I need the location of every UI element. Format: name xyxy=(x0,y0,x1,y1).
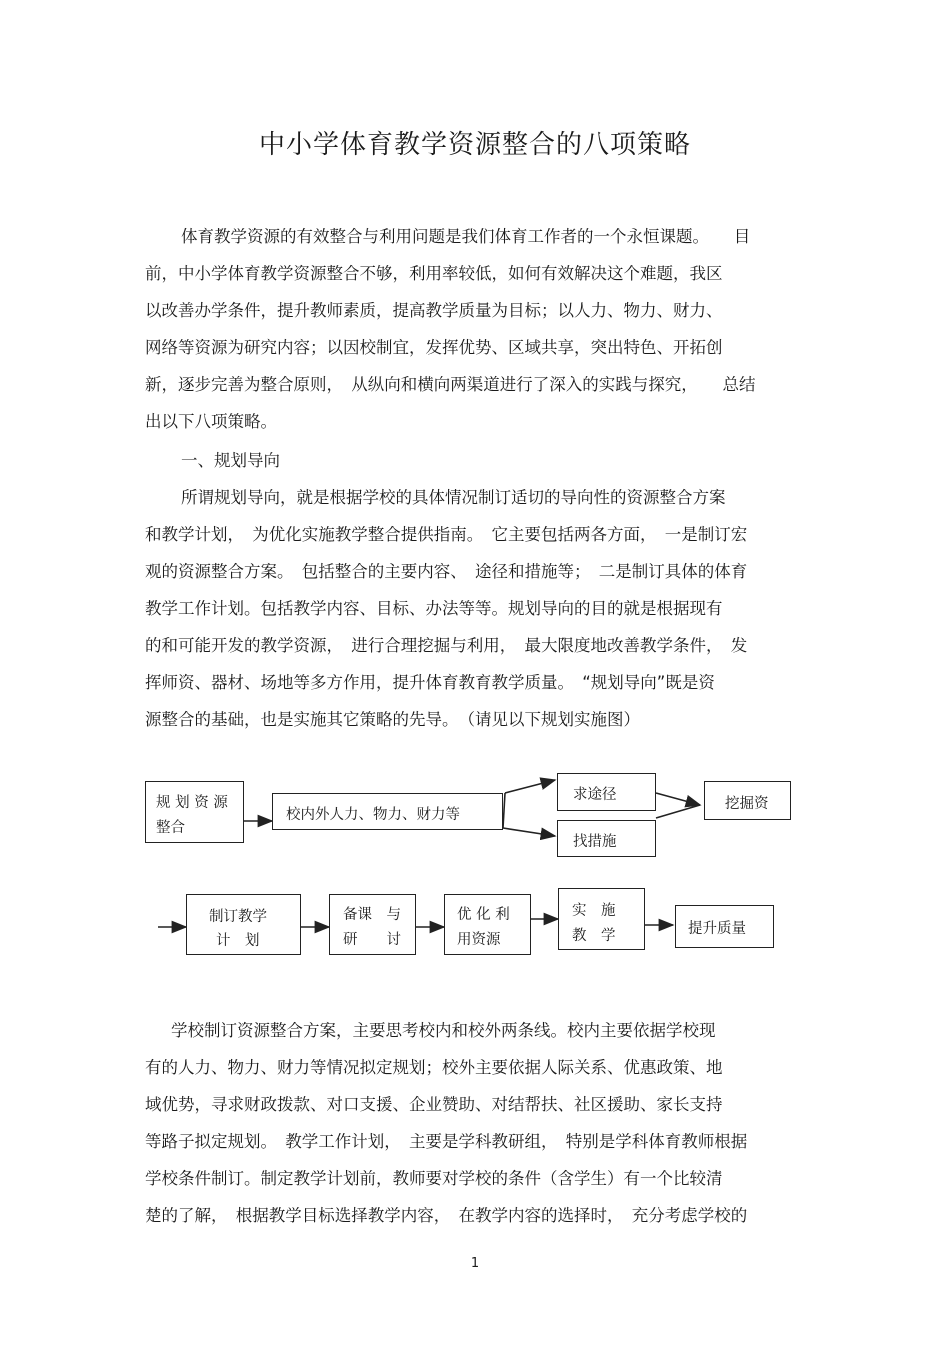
box-label: 校内外人力、物力、财力等 xyxy=(286,807,460,823)
section-heading: 一、规划导向 xyxy=(181,451,280,470)
box-label: 整合 xyxy=(156,820,185,836)
text-line: 所谓规划导向，就是根据学校的具体情况制订适切的导向性的资源整合方案 xyxy=(181,488,726,507)
diagram-box-plan-resources xyxy=(145,781,244,843)
diagram-box-find-measures xyxy=(557,820,656,857)
diagram-box-resources xyxy=(272,793,503,830)
text-line: 等路子拟定规划。 教学工作计划， 主要是学科教研组， 特别是学科体育教师根据 xyxy=(145,1132,748,1151)
text-line: 网络等资源为研究内容；以因校制宜，发挥优势、区域共享，突出特色、开拓创 xyxy=(145,338,723,357)
box-label: 备课 与 xyxy=(343,907,401,923)
box-label: 求途径 xyxy=(573,787,617,803)
diagram-box-teaching-plan xyxy=(186,894,301,955)
text-line: 学校制订资源整合方案，主要思考校内和校外两条线。校内主要依据学校现 xyxy=(171,1021,716,1040)
text-line: 教学工作计划。包括教学内容、目标、办法等等。规划导向的目的就是根据现有 xyxy=(145,599,723,618)
box-label: 提升质量 xyxy=(688,921,746,937)
text-line: 楚的了解， 根据教学目标选择教学内容， 在教学内容的选择时， 充分考虑学校的 xyxy=(145,1206,748,1225)
text-line: 源整合的基础，也是实施其它策略的先导。 （请见以下规划实施图） xyxy=(145,710,640,729)
box-label: 找措施 xyxy=(573,834,617,850)
diagram-box-lesson-prep xyxy=(329,894,416,955)
text-line: 新，逐步完善为整合原则， 从纵向和横向两渠道进行了深入的实践与探究， 总结 xyxy=(145,375,756,394)
box-label: 规 划 资 源 xyxy=(156,795,228,811)
box-label: 实 施 xyxy=(572,903,616,919)
box-label: 教 学 xyxy=(572,928,616,944)
box-label: 研 讨 xyxy=(343,932,401,948)
text-line: 有的人力、物力、财力等情况拟定规划；校外主要依据人际关系、优惠政策、地 xyxy=(145,1058,723,1077)
text-line: 观的资源整合方案。 包括整合的主要内容、 途径和措施等； 二是制订具体的体育 xyxy=(145,562,748,581)
text-line: 以改善办学条件，提升教师素质，提高教学质量为目标；以人力、物力、财力、 xyxy=(145,301,723,320)
text-line: 体育教学资源的有效整合与利用问题是我们体育工作者的一个永恒课题。 目 xyxy=(181,227,751,246)
box-label: 用资源 xyxy=(457,932,501,948)
text-line: 出以下八项策略。 xyxy=(145,412,277,431)
diagram-box-improve-quality xyxy=(675,905,774,948)
text-line: 和教学计划， 为优化实施教学整合提供指南。 它主要包括两各方面， 一是制订宏 xyxy=(145,525,748,544)
text-line: 前，中小学体育教学资源整合不够，利用率较低，如何有效解决这个难题，我区 xyxy=(145,264,723,283)
diagram-box-optimize xyxy=(444,894,531,955)
document-title: 中小学体育教学资源整合的八项策略 xyxy=(258,130,691,160)
diagram-box-implement xyxy=(558,888,645,950)
diagram-box-tap-resources xyxy=(704,781,791,820)
text-line: 的和可能开发的教学资源， 进行合理挖掘与利用， 最大限度地改善教学条件， 发 xyxy=(145,636,748,655)
box-label: 挖掘资 xyxy=(725,796,769,812)
box-label: 制订教学 xyxy=(209,909,267,925)
text-line: 域优势，寻求财政拨款、对口支援、企业赞助、对结帮扶、社区援助、家长支持 xyxy=(145,1095,723,1114)
box-label: 计 划 xyxy=(216,933,260,949)
page-number: 1 xyxy=(470,1256,480,1271)
diagram-box-seek-ways xyxy=(557,773,656,811)
box-label: 优 化 利 xyxy=(457,907,510,923)
text-line: 学校条件制订。制定教学计划前，教师要对学校的条件（含学生）有一个比较清 xyxy=(145,1169,723,1188)
text-line: 挥师资、器材、场地等多方作用，提升体育教育教学质量。 “规划导向”既是资 xyxy=(145,673,715,692)
